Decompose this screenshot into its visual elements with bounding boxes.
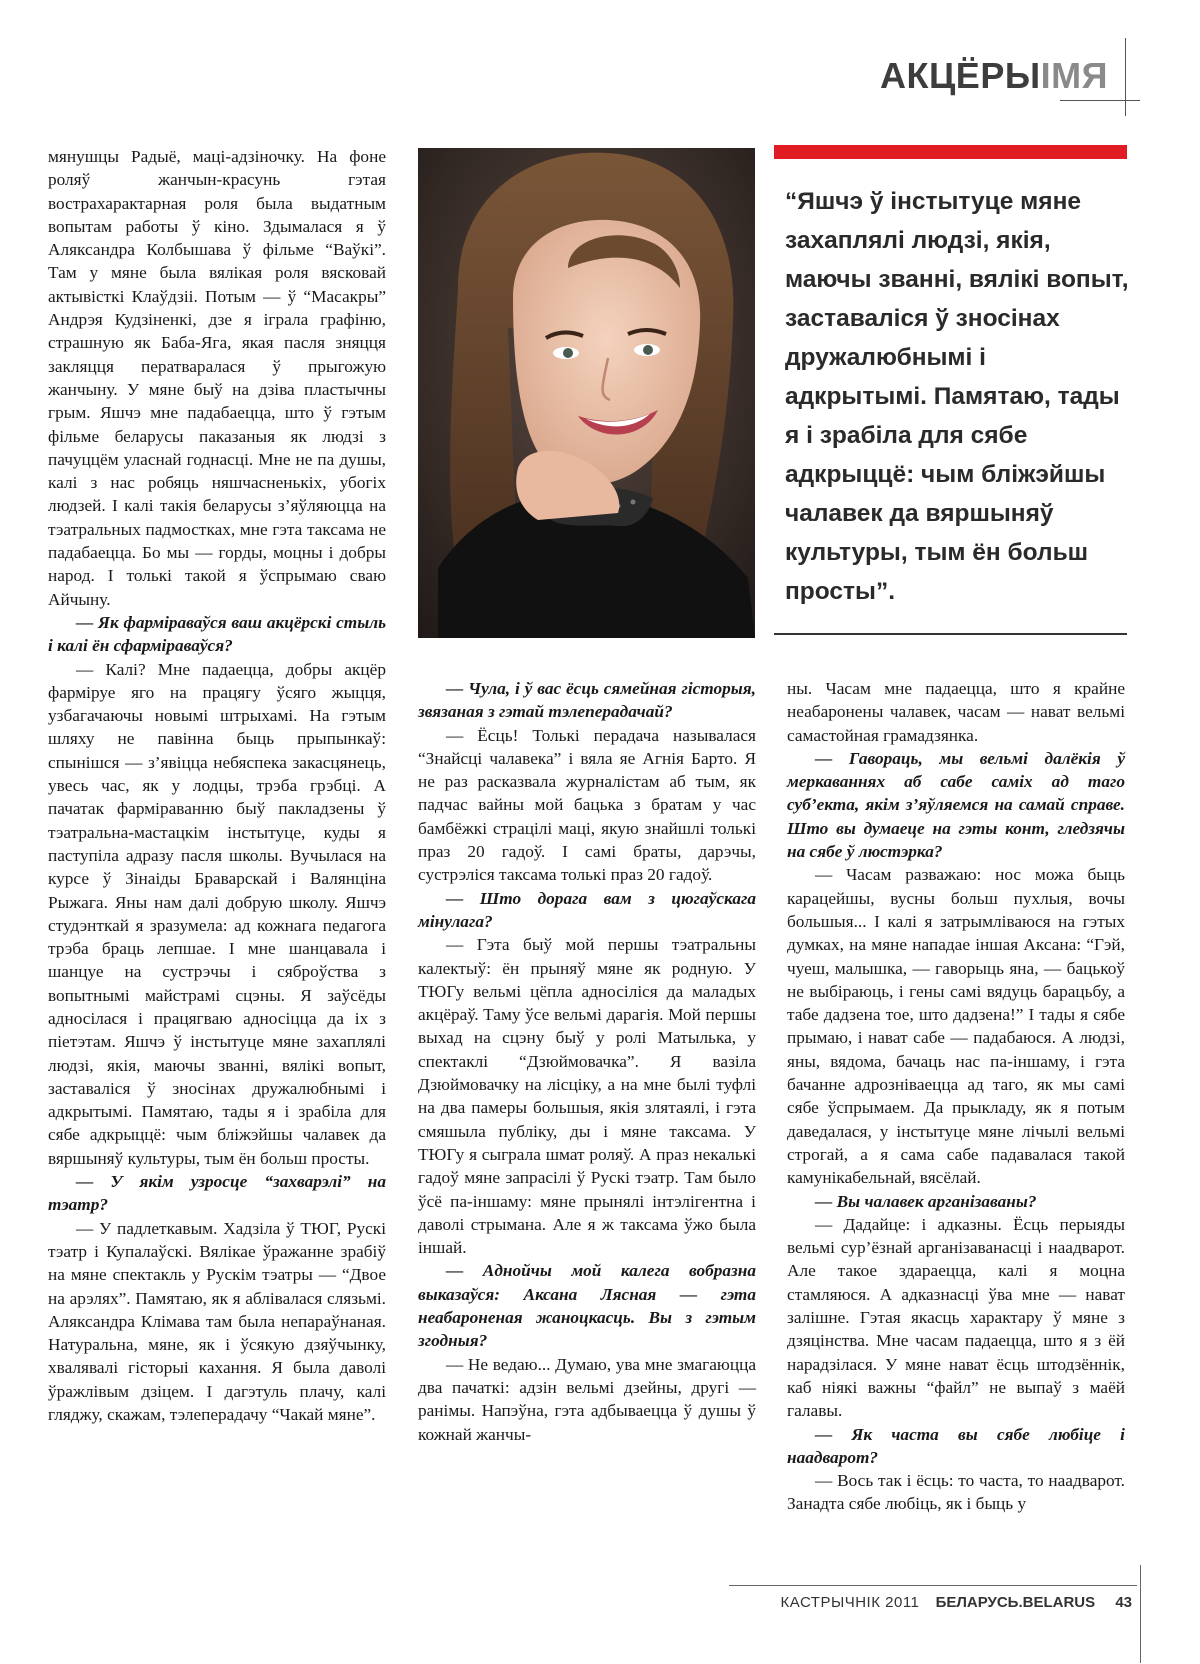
- interview-question: — Гавораць, мы вельмі далёкія ў меркаваннях аб сабе саміх ад таго суб’екта, якім з’яўляемся на самай справе. Што вы думаеце на гэты конт, гледзячы на сябе ў люстэрка?: [787, 748, 1125, 862]
- body-paragraph: ны. Часам мне падаецца, што я крайне неабаронены чалавек, часам — нават вельмі самастойная грамадзянка.: [787, 679, 1125, 745]
- body-paragraph: — Гэта быў мой першы тэатральны калектыў: ён прыняў мяне як родную. У ТЮГу вельмі цёпла адносіліся да маладых акцёраў. Таму ўсе вельмі дарагія. Мой першы выхад на сцэну быў у ролі Матылька, у спектаклі “Дзюймовачка”. Я вазіла Дзюймовачку на лісціку, а на мне былі туфлі на два памеры большыя, якія злятаялі, і гэта смяшыла публіку, ды і мяне таксама. У ТЮГу я сыграла шмат роляў. А праз некалькі гадоў мяне запрасілі ў Рускі тэатр. Там было ўсё па-іншаму: мяне прынялі інтэлігентна і даволі стрымана. Але я ж таксама ўжо была іншай.: [418, 935, 756, 1258]
- body-paragraph: — Ёсць! Толькі перадача называлася “Знайсці чалавека” і вяла яе Агнія Барто. Я не раз расказвала журналістам аб тым, як падчас вайны мой бацька з братам у час бамбёжкі страцілі маці, якую знайшлі толькі праз 20 гадоў. І самі браты, дарэчы, сустрэліся таксама толькі праз 20 гадоў.: [418, 725, 756, 885]
- article-column-2: [418, 677, 756, 1446]
- interview-question: — Чула, і ў вас ёсць сямейная гісторыя, звязаная з гэтай тэлеперадачай?: [418, 679, 756, 722]
- body-paragraph: мянушцы Радыё, маці-адзіночку. На фоне роляў жанчын-красунь гэтая вострахарактарная роля была выдатным вопытам работы ў кіно. Здымалася я ў Аляксандра Колбышава ў фільме “Ваўкі”. Там у мяне была вялікая роля вясковай актывісткі Клаўдзіі. Потым — ў “Масакры” Андрэя Кудзіненкі, дзе я іграла графіню, страшную як Баба-Яга, якая пасля зняцця закляцця ператваралася ў прыгожую жанчыну. У мяне быў на дзіва пластычны грым. Яшчэ мне падабаецца, што ў гэтым фільме беларусы паказаныя як людзі з пачуццём уласнай годнасці. Мне не па душы, калі з нас робяць няшчасненькіх, убогіх людзей. І калі такія беларусы з’яўляюцца на тэатральных падмостках, мне гэта таксама не падабаецца. Бо мы — горды, моцны і добры народ. І толькі такой я ўспрымаю сваю Айчыну.: [48, 147, 386, 609]
- interview-question: — У якім узросце “захварэлі” на тэатр?: [48, 1172, 386, 1215]
- body-paragraph: — У падлеткавым. Хадзіла ў ТЮГ, Рускі тэатр і Купалаўскі. Вялікае ўражанне зрабіў на мяне спектакль у Рускім тэатры — “Двое на арэлях”. Памятаю, як я аблівалася слязьмі. Аляксандра Клімава там была непараўнаная. Натуральна, мяне, як і ўсякую дзяўчынку, хвалявалі гісторыі кахання. Я была даволі ўражлівым дзіцем. І дагэтуль плачу, калі гляджу, скажам, тэлеперадачу “Чакай мяне”.: [48, 1218, 386, 1425]
- issue-date: КАСТРЫЧНІК 2011: [780, 1594, 920, 1611]
- interview-question: — Вы чалавек арганізаваны?: [815, 1191, 1037, 1211]
- body-paragraph: — Калі? Мне падаецца, добры акцёр фарміруе яго на працягу ўсяго жыцця, узбагачаючы новымі штрыхамі. На гэтым шляху не павінна быць прыпынкаў: спынішся — з’явіцца небяспека закасцянець, увесь час, як у лодцы, трэба грэбці. А пачатак фарміраванню быў пакладзены ў тэатральна-мастацкім інстытуце, куды я паступіла адразу пасля школы. Вучылася на курсе ў Зінаіды Браварскай і Валянціна Рыжага. Яны нам далі добрую школу. Яшчэ студэнткай я зразумела: ад кожнага педагога трэба браць лепшае. І мне шанцавала і шанцуе на сустрэчы і сяброўства з вопытнымі майстрамі сцэны. Я заўсёды адносілася і працягваю адносіцца да іх з піетэтам. Яшчэ ў інстытуце мяне захаплялі людзі, якія, маючы званні, вялікі вопыт, заставаліся ў зносінах дружалюбнымі і адкрытымі. Памятаю, тады я і зрабіла для сябе адкрыццё: чым бліжэйшы чалавек да вяршыняў культуры, тым ён больш просты.: [48, 659, 386, 1168]
- portrait-illustration: [418, 148, 755, 638]
- interview-question: — Што дорага вам з цюгаўскага мінулага?: [418, 888, 756, 931]
- body-paragraph: — Вось так і ёсць: то часта, то наадварот. Занадта сябе любіць, як і быць у: [787, 1471, 1125, 1514]
- portrait-photo: [418, 148, 755, 638]
- footer-rule: [729, 1585, 1137, 1586]
- interview-question: — Як фарміраваўся ваш акцёрскі стыль і калі ён сфарміраваўся?: [48, 612, 386, 656]
- magazine-name: БЕЛАРУСЬ.BELARUS: [935, 1594, 1096, 1611]
- pull-quote: “Яшчэ ў інстытуце мяне захаплялі людзі, якія, маючы званні, вялікі вопыт, заставаліся ў зносінах дружалюбнымі і адкрытымі. Памятаю, тады я і зрабіла для сябе адкрыццё: чым бліжэйшы чалавек да вяршыняў культуры, тым ён больш просты”.: [785, 188, 1129, 605]
- header-crop-mark-vertical: [1125, 38, 1126, 116]
- article-column-3: [787, 677, 1125, 1516]
- body-paragraph: — Часам разважаю: нос можа быць карацейшы, вусны больш пухлыя, вочы большыя... І калі я затрымліваюся на гэтых думках, на мяне нападае іншая Аксана: “Гэй, чуеш, малышка, — гаворыць яна, — бацькоў не выбіраюць, і гены самі вядуць барацьбу, а табе дадзена тое, што дадзена!” І тады я сябе прымаю, і нават сабе — падабаюся. А людзі, яны, вядома, бачаць нас па-іншаму, і гэта бачанне адрозніваецца ад таго, як мы самі сябе ўспрымаем. Да прыкладу, як я потым даведалася, у інстытуце мяне лічылі вельмі строгай, а я сама сабе падавалася такой камунікабельнай, вясёлай.: [787, 865, 1125, 1188]
- page-footer: [781, 1594, 1132, 1611]
- pull-quote-rule: [774, 633, 1127, 635]
- page-number: 43: [1115, 1594, 1132, 1611]
- interview-question: — Як часта вы сябе любіце і наадварот?: [787, 1424, 1125, 1467]
- article-column-1: [48, 145, 386, 1426]
- pull-quote-accent-bar: [774, 145, 1127, 159]
- body-paragraph: — Дадайце: і адказны. Ёсць перыяды вельмі сур’ёзнай арганізаванасці і наадварот. Але такое здараецца, калі я моцна стамляюся. А адказнасці ўва мне — нават залішне. Гэтая якасць характару ў мяне з дзяцінства. Мне часам падаецца, што я з ёй нарадзілася. У мяне нават ёсць штодзённік, каб ніякі важны “файл” не выпаў з маёй галавы.: [787, 1214, 1125, 1421]
- section-header-part1: АКЦЁРЫ: [880, 55, 1041, 96]
- interview-question: — Аднойчы мой калега вобразна выказаўся: Аксана Лясная — гэта неабароненая жаноцкасць. Вы з гэтым згодныя?: [418, 1261, 756, 1351]
- section-header: [880, 55, 1108, 97]
- section-header-part2: ІМЯ: [1040, 55, 1108, 96]
- header-crop-mark-horizontal: [1060, 100, 1140, 101]
- body-paragraph: — Не ведаю... Думаю, ува мне змагаюцца два пачаткі: адзін вельмі дзейны, другі — ранімы. Напэўна, гэта адбываецца ў душы ў кожнай жанчы-: [418, 1354, 756, 1444]
- footer-crop-mark: [1140, 1565, 1141, 1663]
